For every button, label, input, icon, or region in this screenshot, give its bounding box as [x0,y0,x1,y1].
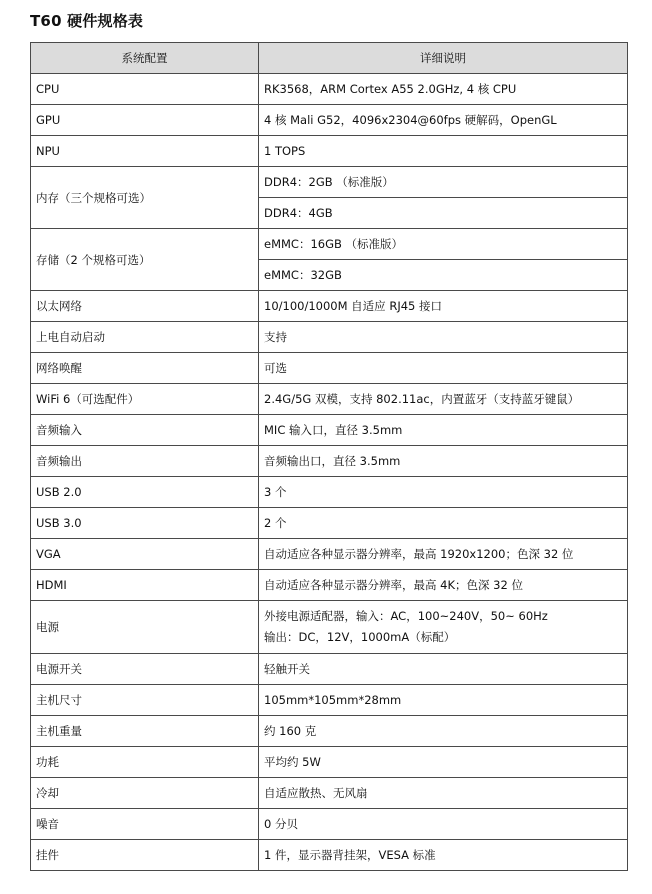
row-value: 2 个 [259,508,628,539]
row-value: 3 个 [259,477,628,508]
row-value: 轻触开关 [259,654,628,685]
row-label: 噪音 [31,809,259,840]
row-value [259,601,628,654]
row-label: USB 2.0 [31,477,259,508]
row-value: 可选 [259,353,628,384]
row-label: 冷却 [31,778,259,809]
table-row [31,809,628,840]
table-row [31,291,628,322]
row-value: 自动适应各种显示器分辨率，最高 1920x1200；色深 32 位 [259,539,628,570]
row-label: 主机尺寸 [31,685,259,716]
row-label: NPU [31,136,259,167]
row-value: 自动适应各种显示器分辨率，最高 4K；色深 32 位 [259,570,628,601]
table-row [31,353,628,384]
row-label: GPU [31,105,259,136]
table-body [31,74,628,871]
header-config: 系统配置 [31,43,259,74]
row-label: 音频输出 [31,446,259,477]
table-header-row [31,43,628,74]
row-value: 0 分贝 [259,809,628,840]
table-row [31,384,628,415]
row-value: DDR4：4GB [259,198,628,229]
row-value-line: 外接电源适配器，输入：AC，100~240V，50~ 60Hz [264,609,548,623]
table-row [31,74,628,105]
row-value: eMMC：16GB （标准版） [259,229,628,260]
row-label: VGA [31,539,259,570]
row-value: 105mm*105mm*28mm [259,685,628,716]
row-label: 电源开关 [31,654,259,685]
table-row [31,136,628,167]
row-label: 网络唤醒 [31,353,259,384]
row-value: 1 件，显示器背挂架，VESA 标准 [259,840,628,871]
row-label: 以太网络 [31,291,259,322]
row-label: 音频输入 [31,415,259,446]
row-value: 2.4G/5G 双模，支持 802.11ac，内置蓝牙（支持蓝牙键鼠） [259,384,628,415]
row-value: 平均约 5W [259,747,628,778]
table-row [31,840,628,871]
row-label: 存储（2 个规格可选） [31,229,259,291]
row-value: MIC 输入口，直径 3.5mm [259,415,628,446]
row-label: 功耗 [31,747,259,778]
spec-table [30,42,628,871]
table-row [31,508,628,539]
table-row [31,167,628,198]
row-value: 支持 [259,322,628,353]
row-label: HDMI [31,570,259,601]
row-label: WiFi 6（可选配件） [31,384,259,415]
table-row [31,685,628,716]
row-label: CPU [31,74,259,105]
table-row [31,322,628,353]
row-value: RK3568，ARM Cortex A55 2.0GHz, 4 核 CPU [259,74,628,105]
row-value: DDR4：2GB （标准版） [259,167,628,198]
header-details: 详细说明 [259,43,628,74]
row-value-line: 输出：DC，12V，1000mA（标配） [264,630,456,644]
row-label: USB 3.0 [31,508,259,539]
row-value: 4 核 Mali G52，4096x2304@60fps 硬解码，OpenGL [259,105,628,136]
row-value: 自适应散热、无风扇 [259,778,628,809]
row-value: 音频输出口，直径 3.5mm [259,446,628,477]
table-row [31,747,628,778]
row-value: 10/100/1000M 自适应 RJ45 接口 [259,291,628,322]
row-label: 电源 [31,601,259,654]
table-row [31,539,628,570]
row-value: 1 TOPS [259,136,628,167]
row-label: 内存（三个规格可选） [31,167,259,229]
table-row [31,654,628,685]
row-label: 主机重量 [31,716,259,747]
table-row [31,570,628,601]
row-value: eMMC：32GB [259,260,628,291]
table-row [31,415,628,446]
document-title: T60 硬件规格表 [30,12,144,30]
table-row [31,601,628,654]
table-row [31,477,628,508]
row-value: 约 160 克 [259,716,628,747]
row-label: 上电自动启动 [31,322,259,353]
table-row [31,446,628,477]
table-row [31,716,628,747]
table-row [31,105,628,136]
table-row [31,778,628,809]
table-row [31,229,628,260]
row-label: 挂件 [31,840,259,871]
